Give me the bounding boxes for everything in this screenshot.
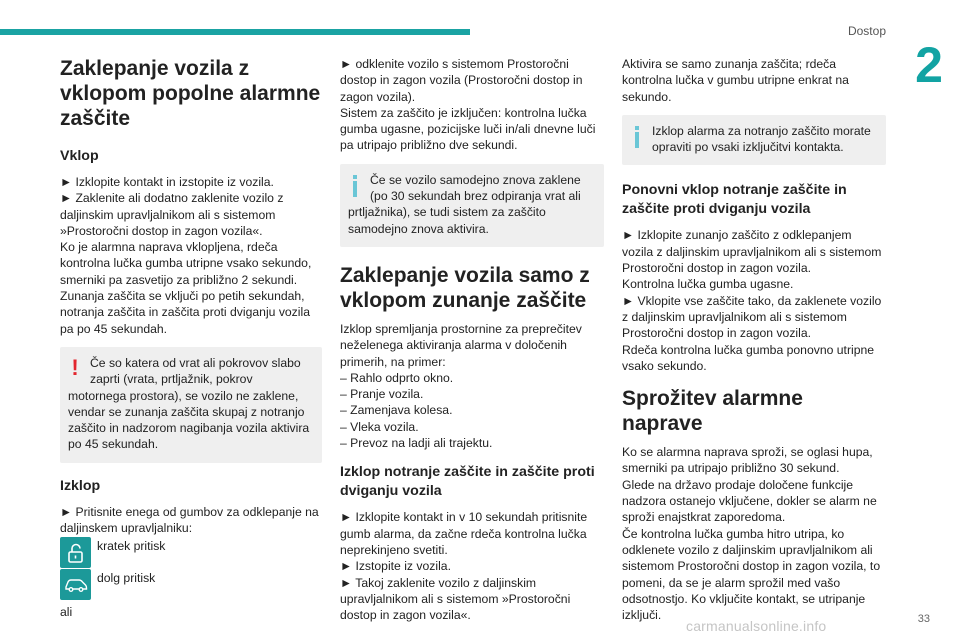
col3-body-0: Ko se alarmna naprava sproži, se oglasi hupa, smerniki pa utripajo približno 30 sekund.	[622, 445, 873, 476]
col2-intro-2: Sistem za zaščito je izključen: kontrolna lučka gumba ugasne, pozicijske luči in/ali dnevne luči pa utripajo približno dve sekundi.	[340, 105, 596, 153]
header-accent-bar	[0, 29, 470, 35]
heading-ponovni-vklop: Ponovni vklop notranje zaščite in zaščite proti dviganju vozila	[622, 182, 847, 218]
ponovni-step-1: ► Izklopite zunanjo zaščito z odklepanjem vozila z daljinskim upravljalnikom ali s sistemom Prostoročni dostop in zagon vozila.	[622, 228, 882, 276]
warning-icon: !	[71, 354, 79, 380]
unlock-icon	[60, 537, 91, 568]
heading-izklop-notranje: Izklop notranje zaščite in zaščite proti dviganju vozila	[340, 464, 595, 500]
izklop-notr-step-2: ► Izstopite iz vozila.	[340, 559, 451, 574]
info-note-interior-text: Izklop alarma za notranjo zaščito morate opraviti po vsaki izključitvi kontakta.	[652, 123, 871, 155]
ponovni-step-2: ► Vklopite vse zaščite tako, da zaklenete vozilo z daljinskim upravljalnikom ali s sistemom Prostoročni dostop in zagon vozila.	[622, 293, 882, 341]
info-note-relock	[340, 164, 604, 247]
section-title-external: Zaklepanje vozila samo z vklopom zunanje zaščite	[340, 263, 590, 312]
izklop-notr-step-1: ► Izklopite kontakt in v 10 sekundah pritisnite gumb alarma, da začne rdeča kontrolna lučka neprekinjeno svetiti.	[340, 510, 588, 557]
col2-body-0: Izklop spremljanja prostornine za preprečitev neželenega aktiviranja alarma v določenih primerih, na primer:	[340, 321, 582, 369]
col2-body-3: – Zamenjava kolesa.	[340, 403, 453, 418]
warning-note-text: Če so katera od vrat ali pokrovov slabo zaprti (vrata, prtljažnik, pokrov motornega prostora), se vozilo ne zaklene, vendar se zunanja zaščita skupaj z notranjo zaščito in nadzorom nagibanja vozila aktivira po 45 sekundah.	[68, 355, 310, 452]
info-icon	[630, 126, 644, 146]
vklop-text-1: Ko je alarmna naprava vklopljena, rdeča kontrolna lučka gumba utripne vsako sekundo, smerniki pa zasvetijo za približno 2 sekundi.	[60, 240, 312, 287]
section-title-trigger: Sprožitev alarmne naprave	[622, 387, 803, 436]
col2-body-2: – Pranje vozila.	[340, 387, 424, 402]
col2-body-1: – Rahlo odprto okno.	[340, 370, 454, 385]
col2-body-5: – Prevoz na ladji ali trajektu.	[340, 436, 493, 451]
info-icon	[348, 175, 362, 195]
heading-izklop: Izklop	[60, 477, 101, 494]
info-note-relock-text: Če se vozilo samodejno znova zaklene (po 30 sekundah brez odpiranja vrat ali prtljažnika), se tudi sistem za zaščito samodejno znova aktivira.	[348, 172, 581, 236]
col3-body-2: Če kontrolna lučka gumba hitro utripa, ko odklenete vozilo z daljinskim upravljalnikom ali sistemom Prostoročni dostop in zagon vozila, to pomeni, da se je alarm sprožil med vašo odsotnostjo. Ko vključite kontakt, se utripanje izključi.	[622, 526, 881, 623]
col3-intro: Aktivira se samo zunanja zaščita; rdeča kontrolna lučka v gumbu utripne enkrat na sekundo.	[622, 57, 849, 104]
column-3	[622, 50, 886, 623]
watermark: carmanualsonline.info	[686, 618, 827, 634]
vklop-step-1: ► Izklopite kontakt in izstopite iz vozila.	[60, 175, 274, 189]
info-note-interior	[622, 115, 886, 166]
izklop-step: ► Pritisnite enega od gumbov za odklepanje na daljinskem upravljalniku:	[60, 504, 319, 536]
short-press-label: kratek pritisk	[97, 539, 166, 554]
section-title-full-alarm: Zaklepanje vozila z vklopom popolne alarmne zaščite	[60, 57, 321, 130]
ponovni-text-2: Rdeča kontrolna lučka gumba ponovno utripne vsako sekundo.	[622, 342, 875, 373]
short-press-row	[60, 537, 322, 568]
heading-vklop: Vklop	[60, 148, 99, 164]
column-1	[60, 50, 322, 621]
chapter-number: 2	[915, 37, 943, 93]
ponovni-text-1: Kontrolna lučka gumba ugasne.	[622, 277, 794, 292]
section-label: Dostop	[847, 24, 886, 38]
ali-text: ali	[60, 605, 73, 620]
col2-body-4: – Vleka vozila.	[340, 419, 419, 434]
vklop-step-2: ► Zaklenite ali dodatno zaklenite vozilo z daljinskim upravljalnikom ali s sistemom »Prostoročni dostop in zagon vozila«.	[60, 191, 284, 238]
column-2	[340, 50, 604, 623]
vklop-text-2: Zunanja zaščita se vključi po petih sekundah, notranja zaščita in zaščita proti dviganju vozila pa po 45 sekundah.	[60, 289, 310, 336]
col3-body-1: Glede na državo prodaje določene funkcije nadzora ostanejo vključene, dokler se alarm ne sproži enajstkrat zaporedoma.	[622, 477, 877, 525]
long-press-label: dolg pritisk	[97, 571, 156, 586]
car-icon	[60, 569, 91, 600]
page-number: 33	[917, 613, 930, 625]
col2-intro-1: ► odklenite vozilo s sistemom Prostoročni dostop in zagon vozila (Prostoročni dostop in zagon vozila).	[340, 57, 583, 104]
long-press-row	[60, 569, 322, 600]
izklop-notr-step-3: ► Takoj zaklenite vozilo z daljinskim upravljalnikom ali s sistemom »Prostoročni dostop in zagon vozila«.	[340, 575, 571, 623]
warning-note	[60, 347, 322, 463]
